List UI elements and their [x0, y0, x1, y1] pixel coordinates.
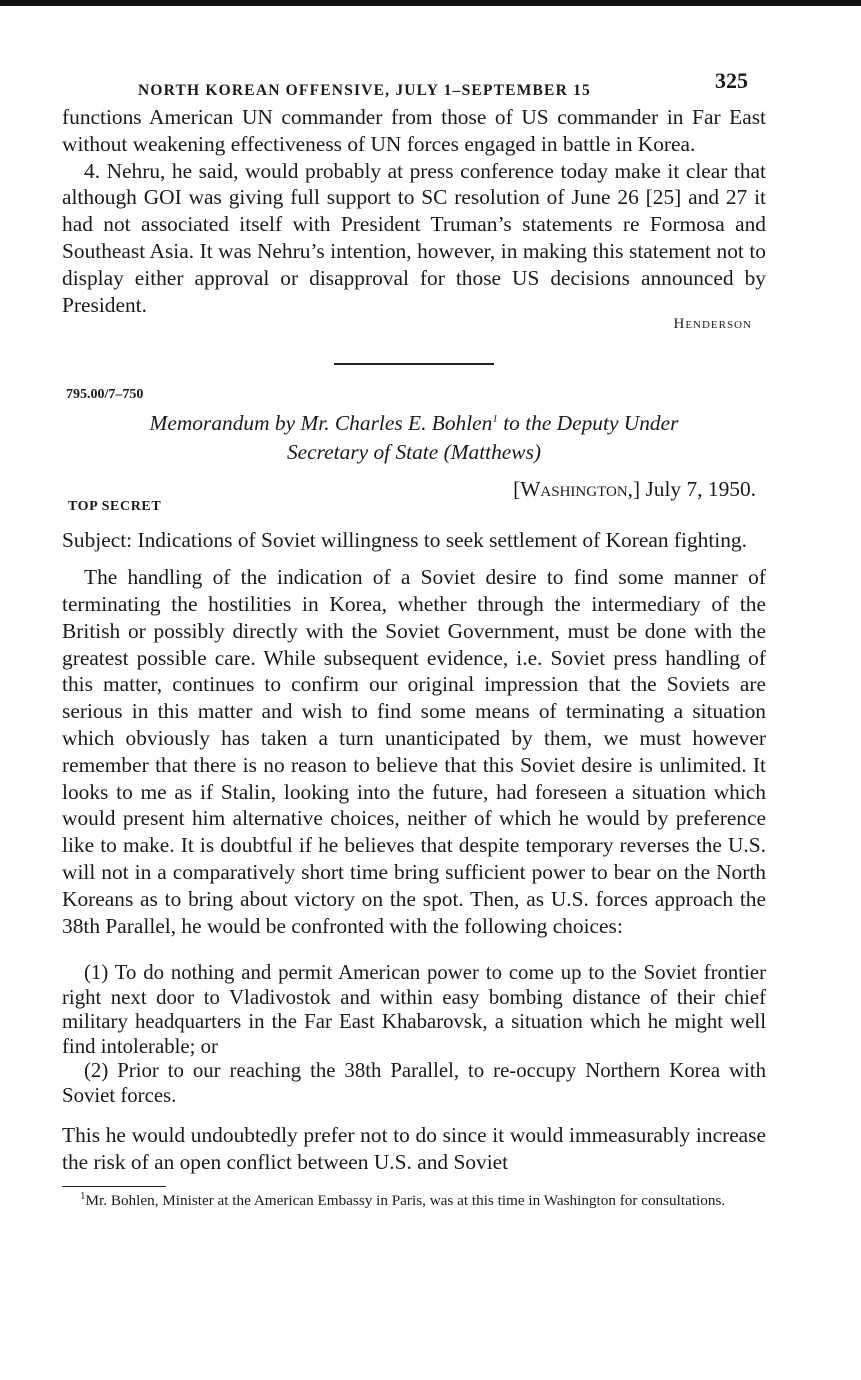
running-title: NORTH KOREAN OFFENSIVE, JULY 1–SEPTEMBER 15	[138, 82, 591, 99]
continuation-paragraph: functions American UN commander from those of US commander in Far East without weakening effectiveness of UN forces engaged in battle in Korea.	[62, 105, 766, 156]
footnote	[62, 1191, 766, 1211]
closing-paragraph: This he would undoubtedly prefer not to do since it would immeasurably increase the risk of an open conflict between U.S. and Soviet	[62, 1123, 766, 1175]
choices-list	[62, 961, 766, 1108]
dateline-row	[62, 477, 766, 521]
choice-2: (2) Prior to our reaching the 38th Parallel, to re-occupy Northern Korea with Soviet forces.	[62, 1059, 766, 1107]
document-page	[62, 60, 766, 1211]
signature: Henderson	[673, 316, 752, 333]
title-line-2: Secretary of State (Matthews)	[286, 440, 542, 465]
dateline-date: July 7, 1950.	[640, 477, 756, 502]
main-paragraph: The handling of the indication of a Soviet desire to find some manner of terminating the hostilities in Korea, whether through the intermediary of the British or possibly directly with the Soviet Government, must be done with the greatest possible care. While subsequent evidence, i.e. Soviet press handling of this matter, continues to confirm our original impression that the Soviets are serious in this matter and wish to find some means of terminating a situation which obviously has taken a turn unanticipated by them, we must however remember that there is no reason to believe that this Soviet desire is unlimited. It looks to me as if Stalin, looking into the future, had foreseen a situation which would present him alternative choices, neither of which he would by preference like to make. It is doubtful if he believes that despite temporary reverses the U.S. will not in a comparatively short time bring sufficient power to bear on the North Koreans as to bring about victory on the spot. Then, as U.S. forces approach the 38th Parallel, he would be confronted with the following choices:	[62, 565, 766, 938]
choice-1: (1) To do nothing and permit American power to come up to the Soviet frontier right next door to Vladivostok and within easy bombing distance of their chief military headquarters in the Far East Khabarovsk, a situation which he might well find intolerable; or	[62, 961, 766, 1058]
page-number: 325	[715, 68, 748, 93]
title-part-2: to the Deputy Under	[497, 411, 679, 436]
footnote-reference[interactable]: 1	[492, 413, 498, 426]
subject-text: Indications of Soviet willingness to seek settlement of Korean fighting.	[132, 528, 747, 553]
running-head	[62, 60, 766, 104]
section-divider	[334, 363, 494, 365]
point-4-paragraph: 4. Nehru, he said, would probably at press conference today make it clear that although GOI was giving full support to SC resolution of June 26 [25] and 27 it had not associated itself with President Truman’s statements re Formosa and Southeast Asia. It was Nehru’s intention, however, in making this statement not to display either approval or disapproval for those US decisions announced by President.	[62, 158, 766, 317]
dateline-place: [Washington,]	[513, 477, 641, 502]
top-border	[0, 0, 861, 6]
subject-line	[62, 527, 766, 554]
dateline	[513, 477, 756, 502]
title-part-1: Memorandum by Mr. Charles E. Bohlen	[149, 411, 493, 436]
footnote-marker: 1	[80, 1190, 86, 1203]
subject-label: Subject:	[62, 528, 133, 553]
classification-label: TOP SECRET	[68, 499, 162, 515]
footnote-divider	[62, 1186, 166, 1188]
footnote-text: Mr. Bohlen, Minister at the American Embassy in Paris, was at this time in Washington for consultations.	[85, 1192, 726, 1210]
file-number: 795.00/7–750	[66, 387, 144, 403]
document-title	[62, 409, 766, 467]
